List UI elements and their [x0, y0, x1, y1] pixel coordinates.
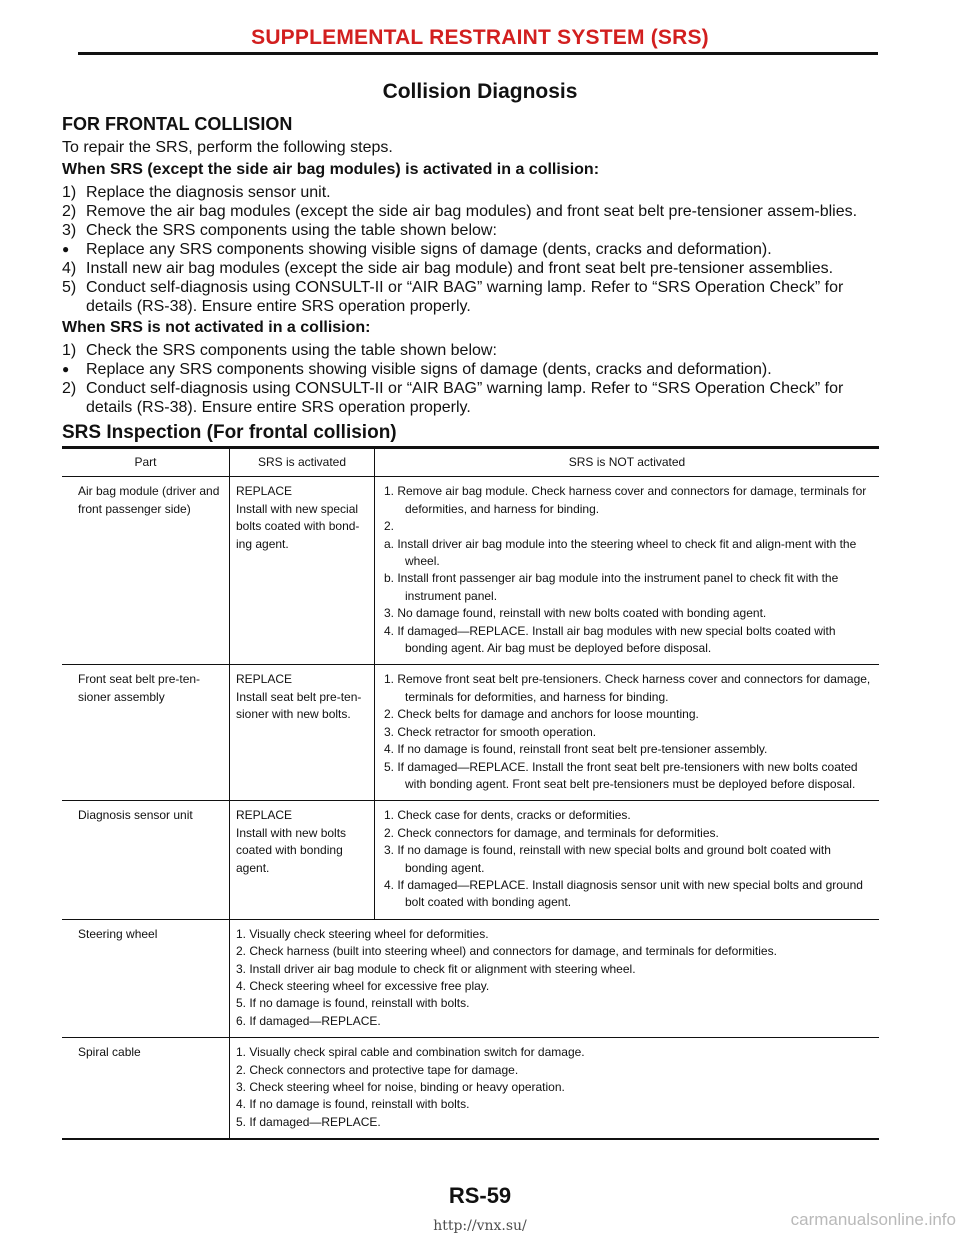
step-item [62, 341, 892, 360]
page-number: RS-59 [448, 1183, 512, 1208]
step-text: Check the SRS components using the table shown below: [86, 342, 497, 359]
step-marker: 5) [62, 279, 77, 296]
column-header-not-activated: SRS is NOT activated [375, 449, 880, 477]
inspection-step: 2. Check connectors for damage, and terminals for deformities. [384, 825, 719, 840]
step-text: Conduct self-diagnosis using CONSULT-II or “AIR BAG” warning lamp. Refer to “SRS Operation Check” for details (RS-38). Ensure entire SRS operation properly. [86, 279, 844, 315]
step-marker: ● [62, 242, 70, 256]
inspection-step: 1. Remove air bag module. Check harness cover and connectors for damage, terminals for deformities, and harness for binding. [384, 484, 867, 516]
inspection-step: 4. If damaged—REPLACE. Install diagnosis sensor unit with new special bolts and ground bolt coated with bonding agent. [384, 877, 863, 910]
step-text: Replace any SRS components showing visible signs of damage (dents, cracks and deformation). [86, 361, 772, 378]
table-row [62, 919, 879, 1037]
step-item [62, 202, 892, 221]
inspection-step: 2. Check connectors and protective tape for damage. [236, 1062, 519, 1077]
activated-cell: REPLACE Install with new bolts coated with bonding agent. [230, 801, 375, 919]
step-item [62, 259, 892, 278]
activated-cell: REPLACE Install seat belt pre-ten-sioner with new bolts. [230, 665, 375, 801]
inspection-step: 1. Visually check steering wheel for deformities. [236, 926, 489, 941]
step-text: Replace any SRS components showing visible signs of damage (dents, cracks and deformation). [86, 241, 772, 258]
inspection-step: 1. Check case for dents, cracks or deformities. [384, 808, 631, 823]
footer-link[interactable]: http://vnx.su/ [433, 1218, 527, 1234]
inspection-step: 4. If damaged—REPLACE. Install air bag modules with new special bolts coated with bonding agent. Air bag must be deployed before disposal. [384, 623, 836, 656]
activated-heading: When SRS (except the side air bag modules) is activated in a collision: [62, 161, 600, 178]
step-marker: 1) [62, 184, 77, 201]
running-header: SUPPLEMENTAL RESTRAINT SYSTEM (SRS) [251, 26, 709, 49]
table-header-row [62, 449, 879, 477]
not-activated-cell [375, 801, 880, 919]
activated-step-list [62, 183, 892, 316]
bullet-item [62, 360, 892, 379]
table-row [62, 1038, 879, 1140]
step-marker: 1) [62, 342, 77, 359]
inspection-step: 5. If damaged—REPLACE. [236, 1114, 381, 1129]
inspection-step: 5. If damaged—REPLACE. Install the front seat belt pre-tensioners with new bolts coated with bonding agent. Front seat belt pre-tensioners must be deployed before disposal. [384, 759, 858, 791]
step-item [62, 379, 892, 417]
inspection-step: 3. Check retractor for smooth operation. [384, 724, 597, 739]
inspection-step: 4. Check steering wheel for excessive free play. [236, 978, 490, 993]
page-title: Collision Diagnosis [382, 80, 578, 103]
table-row [62, 801, 879, 919]
not-activated-cell [375, 477, 880, 665]
step-text: Replace the diagnosis sensor unit. [86, 184, 331, 201]
inspection-step: 3. No damage found, reinstall with new bolts coated with bonding agent. [384, 606, 767, 621]
part-cell: Steering wheel [62, 919, 230, 1037]
inspection-step: 3. If no damage is found, reinstall with new special bolts and ground bolt coated with bonding agent. [384, 843, 831, 875]
intro-paragraph: To repair the SRS, perform the following steps. [62, 139, 393, 156]
combined-action-cell [230, 919, 880, 1037]
header-rule [78, 52, 878, 55]
step-marker: 3) [62, 222, 77, 239]
watermark: carmanualsonline.info [790, 1210, 956, 1229]
inspection-step: 6. If damaged—REPLACE. [236, 1013, 381, 1028]
column-header-part: Part [62, 449, 230, 477]
inspection-step: b. Install front passenger air bag module into the instrument panel to check fit with the instrument panel. [384, 571, 839, 603]
inspection-step: 3. Install driver air bag module to check fit or alignment with steering wheel. [236, 961, 636, 976]
table-row [62, 477, 879, 665]
inspection-table [62, 446, 879, 1140]
step-item [62, 183, 892, 202]
inspection-heading: SRS Inspection (For frontal collision) [62, 422, 397, 443]
step-item [62, 221, 892, 240]
inspection-step: a. Install driver air bag module into the steering wheel to check fit and align-ment with the wheel. [384, 536, 857, 569]
step-marker: ● [62, 362, 70, 376]
inspection-step: 2. Check harness (built into steering wheel) and connectors for damage, and terminals for deformities. [236, 944, 777, 959]
inspection-step: 1. Visually check spiral cable and combination switch for damage. [236, 1045, 585, 1060]
inspection-step: 5. If no damage is found, reinstall with bolts. [236, 996, 470, 1011]
step-marker: 2) [62, 380, 77, 397]
not-activated-cell [375, 665, 880, 801]
inspection-step: 1. Remove front seat belt pre-tensioners. Check harness cover and connectors for damage, terminals for deformities, and harness for binding. [384, 672, 871, 704]
inspection-step: 4. If no damage is found, reinstall front seat belt pre-tensioner assembly. [384, 742, 768, 757]
combined-action-cell [230, 1038, 880, 1140]
section-heading: FOR FRONTAL COLLISION [62, 114, 293, 134]
step-text: Remove the air bag modules (except the side air bag modules) and front seat belt pre-tensioner assem-blies. [86, 203, 858, 220]
not-activated-step-list [62, 341, 892, 417]
body-text [62, 115, 892, 417]
step-text: Install new air bag modules (except the side air bag module) and front seat belt pre-tensioner assemblies. [86, 260, 834, 277]
part-cell: Front seat belt pre-ten-sioner assembly [62, 665, 230, 801]
step-text: Check the SRS components using the table shown below: [86, 222, 497, 239]
inspection-step: 3. Check steering wheel for noise, binding or heavy operation. [236, 1080, 565, 1094]
bullet-item [62, 240, 892, 259]
table-row [62, 665, 879, 801]
step-item [62, 278, 892, 316]
step-text: Conduct self-diagnosis using CONSULT-II or “AIR BAG” warning lamp. Refer to “SRS Operation Check” for details (RS-38). Ensure entire SRS operation properly. [86, 380, 844, 416]
step-marker: 4) [62, 260, 77, 277]
part-cell: Spiral cable [62, 1038, 230, 1140]
inspection-step: 2. [384, 519, 395, 534]
step-marker: 2) [62, 203, 77, 220]
not-activated-heading: When SRS is not activated in a collision: [62, 319, 371, 336]
column-header-activated: SRS is activated [230, 449, 375, 477]
inspection-step: 4. If no damage is found, reinstall with bolts. [236, 1097, 470, 1112]
part-cell: Diagnosis sensor unit [62, 801, 230, 919]
activated-cell: REPLACE Install with new special bolts coated with bond-ing agent. [230, 477, 375, 665]
inspection-step: 2. Check belts for damage and anchors for loose mounting. [384, 707, 699, 722]
part-cell: Air bag module (driver and front passenger side) [62, 477, 230, 665]
